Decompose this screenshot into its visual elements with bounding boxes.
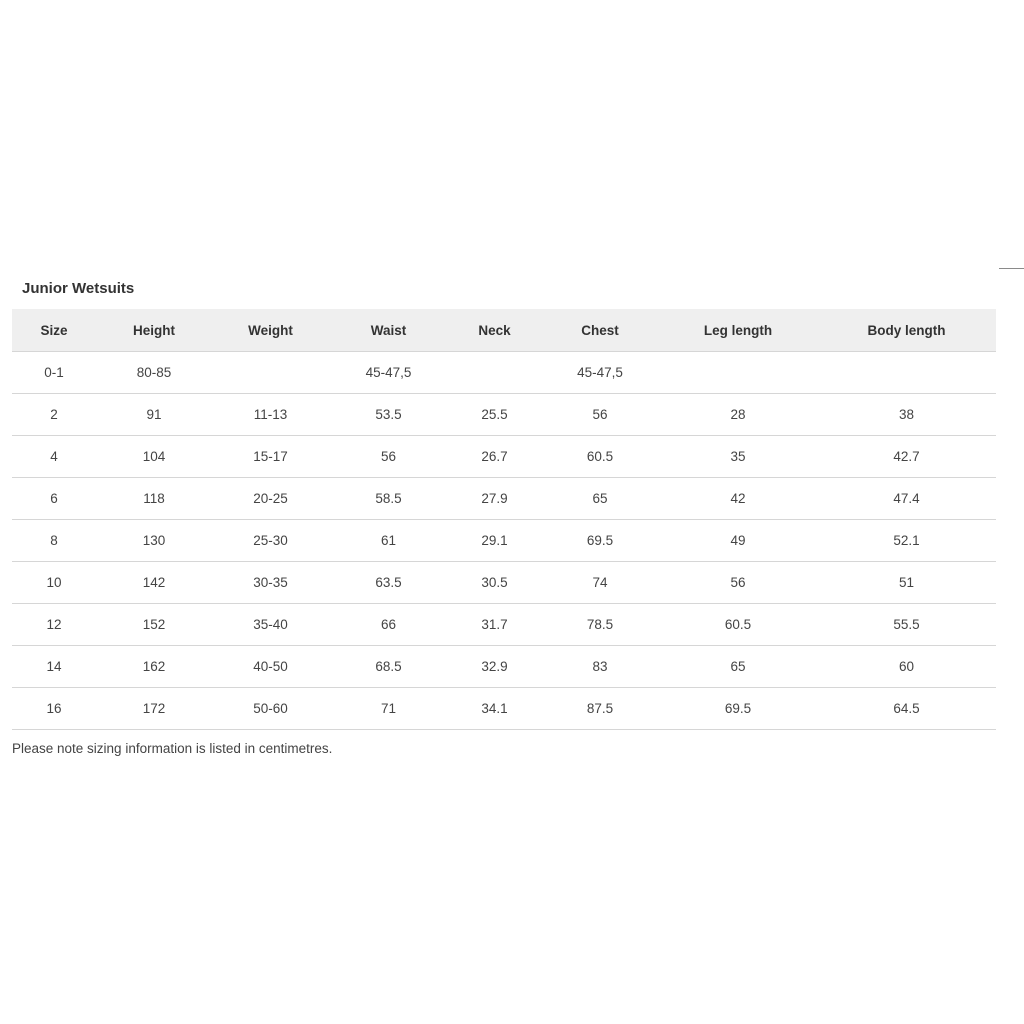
table-cell: 45-47,5 [541, 352, 659, 394]
table-cell: 61 [329, 520, 448, 562]
table-cell: 71 [329, 688, 448, 730]
table-cell: 30-35 [212, 562, 329, 604]
column-header-weight: Weight [212, 309, 329, 352]
table-cell: 38 [817, 394, 996, 436]
table-cell: 65 [659, 646, 817, 688]
table-cell: 42.7 [817, 436, 996, 478]
table-cell: 104 [96, 436, 212, 478]
table-cell: 55.5 [817, 604, 996, 646]
table-cell: 4 [12, 436, 96, 478]
table-cell: 118 [96, 478, 212, 520]
table-cell: 69.5 [541, 520, 659, 562]
table-cell: 16 [12, 688, 96, 730]
table-row [12, 436, 996, 478]
table-cell [448, 352, 541, 394]
table-cell: 34.1 [448, 688, 541, 730]
edge-divider [999, 268, 1024, 269]
column-header-body-length: Body length [817, 309, 996, 352]
table-cell: 45-47,5 [329, 352, 448, 394]
table-cell: 66 [329, 604, 448, 646]
table-cell: 26.7 [448, 436, 541, 478]
table-cell: 64.5 [817, 688, 996, 730]
page-title: Junior Wetsuits [22, 280, 135, 297]
table-cell: 172 [96, 688, 212, 730]
table-cell: 50-60 [212, 688, 329, 730]
table-cell: 8 [12, 520, 96, 562]
table-cell: 25.5 [448, 394, 541, 436]
table-cell [659, 352, 817, 394]
size-chart-table [12, 309, 996, 730]
table-cell: 56 [541, 394, 659, 436]
table-cell: 51 [817, 562, 996, 604]
table-cell: 11-13 [212, 394, 329, 436]
table-cell: 69.5 [659, 688, 817, 730]
table-cell: 60.5 [541, 436, 659, 478]
table-row [12, 394, 996, 436]
column-header-chest: Chest [541, 309, 659, 352]
table-body [12, 352, 996, 730]
table-cell: 83 [541, 646, 659, 688]
table-cell: 42 [659, 478, 817, 520]
table-cell: 162 [96, 646, 212, 688]
sizing-note: Please note sizing information is listed in centimetres. [12, 741, 333, 756]
table-cell: 40-50 [212, 646, 329, 688]
table-cell: 87.5 [541, 688, 659, 730]
table-cell: 130 [96, 520, 212, 562]
table-cell: 91 [96, 394, 212, 436]
table-cell: 31.7 [448, 604, 541, 646]
table-cell: 152 [96, 604, 212, 646]
column-header-height: Height [96, 309, 212, 352]
table-cell: 0-1 [12, 352, 96, 394]
table-cell: 60 [817, 646, 996, 688]
table-cell: 6 [12, 478, 96, 520]
table-cell: 32.9 [448, 646, 541, 688]
column-header-size: Size [12, 309, 96, 352]
table-cell: 56 [659, 562, 817, 604]
table-row [12, 604, 996, 646]
table-cell: 2 [12, 394, 96, 436]
table-cell: 27.9 [448, 478, 541, 520]
table-cell: 80-85 [96, 352, 212, 394]
table-cell: 63.5 [329, 562, 448, 604]
table-cell: 12 [12, 604, 96, 646]
table-row [12, 562, 996, 604]
table-cell: 25-30 [212, 520, 329, 562]
table-cell: 29.1 [448, 520, 541, 562]
table-cell: 15-17 [212, 436, 329, 478]
table-cell: 35 [659, 436, 817, 478]
table-cell: 49 [659, 520, 817, 562]
table-cell: 56 [329, 436, 448, 478]
table-cell: 47.4 [817, 478, 996, 520]
table-cell: 60.5 [659, 604, 817, 646]
table-cell: 20-25 [212, 478, 329, 520]
table-cell: 78.5 [541, 604, 659, 646]
table-cell: 68.5 [329, 646, 448, 688]
table-cell: 53.5 [329, 394, 448, 436]
table-row [12, 646, 996, 688]
table-cell: 28 [659, 394, 817, 436]
column-header-waist: Waist [329, 309, 448, 352]
table-cell: 10 [12, 562, 96, 604]
table-cell [212, 352, 329, 394]
table-cell: 35-40 [212, 604, 329, 646]
table-cell: 52.1 [817, 520, 996, 562]
table-cell: 74 [541, 562, 659, 604]
table-row [12, 688, 996, 730]
table-cell: 58.5 [329, 478, 448, 520]
table-row [12, 520, 996, 562]
table-cell: 30.5 [448, 562, 541, 604]
table-cell [817, 352, 996, 394]
table-row [12, 478, 996, 520]
column-header-leg-length: Leg length [659, 309, 817, 352]
column-header-neck: Neck [448, 309, 541, 352]
table-cell: 14 [12, 646, 96, 688]
table-cell: 142 [96, 562, 212, 604]
table-header-row [12, 309, 996, 352]
table-cell: 65 [541, 478, 659, 520]
table-row [12, 352, 996, 394]
